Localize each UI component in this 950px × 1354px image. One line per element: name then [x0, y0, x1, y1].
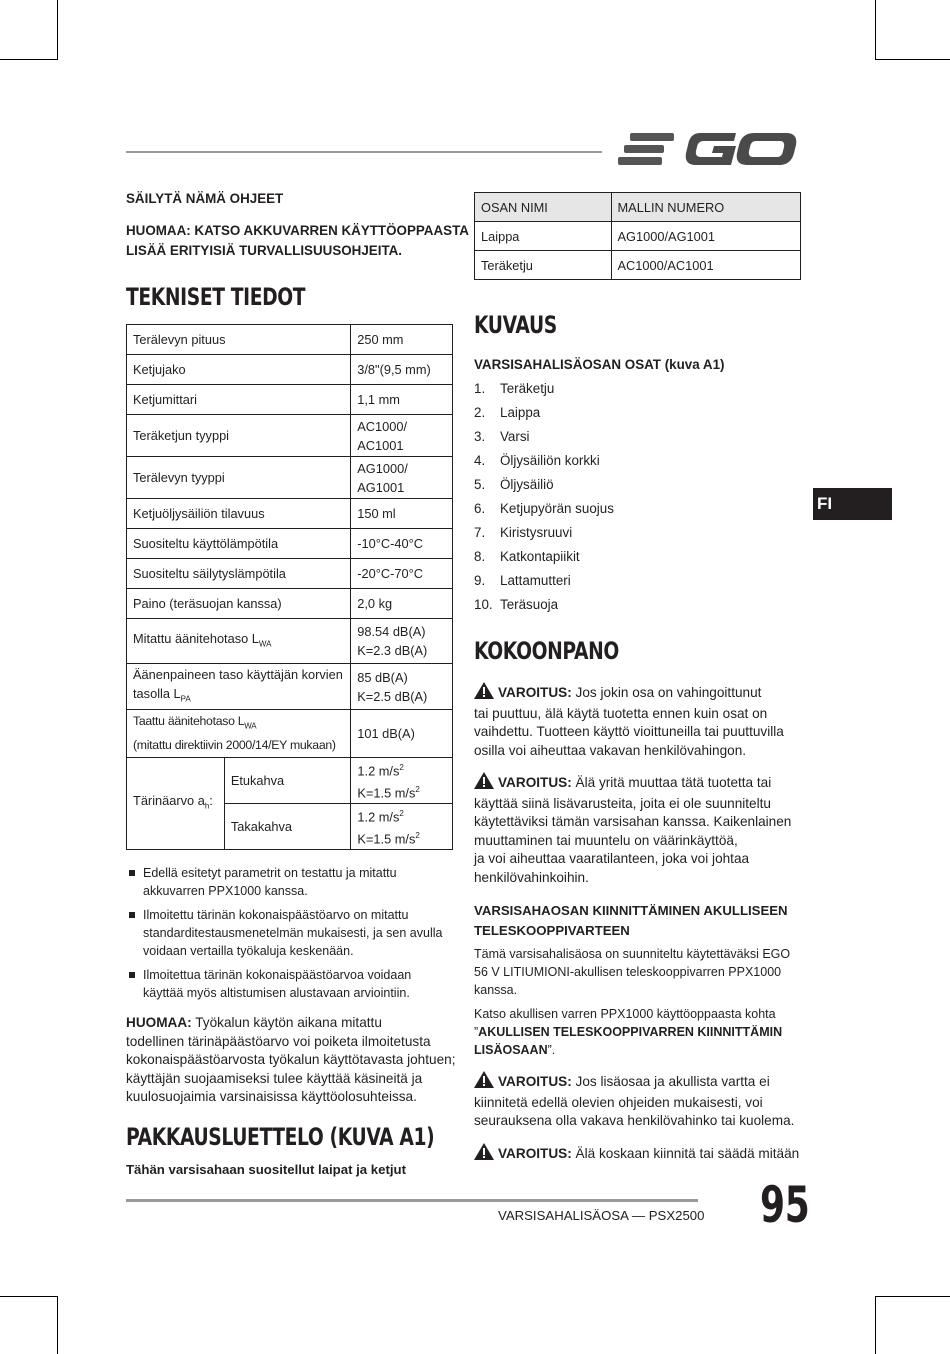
attach-paragraph: [474, 945, 790, 999]
pack-title: PAKKAUSLUETTELO (KUVA A1): [126, 1123, 435, 1151]
spec-row: [127, 619, 453, 664]
spec-value-line: AC1001: [357, 437, 404, 453]
spec-label: [127, 664, 351, 710]
reference-title: LISÄOSAAN: [474, 1043, 548, 1057]
spec-row: [127, 385, 453, 415]
language-tab: FI: [813, 488, 892, 520]
list-item-number: 5.: [474, 477, 486, 492]
spec-value: -10°C-40°C: [351, 529, 453, 559]
vibration-table: [126, 757, 453, 850]
spec-row: [127, 499, 453, 529]
superscript: 2: [415, 831, 420, 841]
paragraph-line: todellinen tärinäpäästöarvo voi poiketa ilmoitetusta: [126, 1033, 431, 1049]
spec-label: Suositeltu säilytyslämpötila: [127, 559, 351, 589]
list-item: Laippa: [500, 405, 541, 420]
list-item: Ketjupyörän suojus: [500, 501, 614, 516]
vibration-value: [351, 758, 453, 804]
paragraph-line: käytettäviksi tämän varsisahan kanssa. Kaikenlainen: [474, 814, 792, 829]
list-item: Teräketju: [500, 381, 555, 396]
paragraph-line: Jos jokin osa on vahingoittunut: [571, 685, 762, 700]
warning-triangle-icon: [474, 772, 494, 795]
spec-row: [127, 457, 453, 499]
spec-value: 150 ml: [351, 499, 453, 529]
note-line: HUOMAA: KATSO AKKUVARREN KÄYTTÖOPPAASTA: [126, 223, 469, 238]
specs-title: TEKNISET TIEDOT: [126, 283, 306, 311]
warning-block: [474, 1143, 799, 1166]
spec-value: [351, 415, 453, 457]
spec-label-text: (mitattu direktiivin 2000/14/EY mukaan): [133, 737, 336, 752]
quote-mark: ”.: [547, 1043, 556, 1057]
paragraph-line: osilla voi aiheuttaa vakavan henkilövahingon.: [474, 742, 747, 758]
vibration-value-text: K=1.5 m/s: [357, 785, 416, 801]
spec-row: [127, 415, 453, 457]
paragraph-line: ja voi aiheuttaa vaaratilanteen, joka voi johtaa: [474, 851, 750, 866]
note-line: LISÄÄ ERITYISIÄ TURVALLISUUSOHJEITA.: [126, 243, 403, 258]
specs-table: [126, 324, 453, 758]
list-item: Lattamutteri: [500, 573, 571, 588]
spec-subscript: WA: [258, 639, 272, 649]
spec-value: 1,1 mm: [351, 385, 453, 415]
list-item: Kiristysruuvi: [500, 525, 573, 540]
list-item: Öljysäiliön korkki: [500, 453, 600, 468]
list-item: Teräsuoja: [500, 597, 559, 612]
assembly-title: KOKOONPANO: [474, 637, 619, 665]
warning-label: VAROITUS:: [498, 1074, 572, 1089]
heading-line: VARSISAHAOSAN KIINNITTÄMINEN AKULLISEEN: [474, 903, 788, 918]
paragraph-line: kanssa.: [474, 983, 518, 997]
paragraph-line: kiinnitetä edellä olevien ohjeiden mukaisesti, voi: [474, 1094, 763, 1110]
bullet-line: Edellä esitetyt parametrit on testattu ja mitattu: [143, 866, 397, 880]
spec-value: -20°C-70°C: [351, 559, 453, 589]
table-header: OSAN NIMI: [475, 193, 612, 222]
spec-row: [127, 589, 453, 619]
spec-value: [351, 457, 453, 499]
bullet-item: [143, 864, 397, 900]
vibration-value: [351, 803, 453, 849]
vibration-label: [127, 758, 225, 850]
paragraph-line: muuttaminen tai muuntelu on väärinkäyttöä,: [474, 832, 738, 848]
bullet-marker: [129, 912, 135, 918]
paragraph-line: Älä yritä muuttaa tätä tuotetta tai: [571, 775, 772, 790]
paragraph-line: 56 V LITIUMIONI-akullisen teleskooppivarren PPX1000: [474, 965, 782, 979]
keep-instructions: SÄILYTÄ NÄMÄ OHJEET: [126, 191, 284, 206]
bullet-line: standarditestausmenetelmän mukaisesti, ja sen avulla: [143, 926, 443, 940]
spec-row: [127, 710, 453, 758]
vibration-handle: Takakahva: [224, 803, 351, 849]
warning-block: [474, 682, 784, 760]
paragraph-line: käyttää siinä lisävarusteita, joita ei ole suunniteltu: [474, 795, 771, 811]
list-item-number: 4.: [474, 453, 486, 468]
spec-label: Paino (teräsuojan kanssa): [127, 589, 351, 619]
list-item: Öljysäiliö: [500, 477, 554, 492]
list-item-number: 7.: [474, 525, 486, 540]
table-cell: Teräketju: [475, 251, 612, 280]
spec-value-line: K=2.3 dB(A): [357, 643, 428, 658]
spec-value: [351, 664, 453, 710]
vibration-handle: Etukahva: [224, 758, 351, 804]
list-item-number: 2.: [474, 405, 486, 420]
footer-title: VARSISAHALISÄOSA — PSX2500: [498, 1208, 705, 1223]
vibration-row: [127, 758, 453, 804]
bullet-line: akkuvarren PPX1000 kanssa.: [143, 884, 308, 898]
paragraph-line: Tämä varsisahalisäosa on suunniteltu käytettäväksi EGO: [474, 947, 791, 961]
huomaa-label: HUOMAA:: [126, 1015, 192, 1030]
reference-title: AKULLISEN TELESKOOPPIVARREN KIINNITTÄMIN: [478, 1025, 783, 1039]
bullet-marker: [129, 870, 135, 876]
spec-label: Teräketjun tyyppi: [127, 415, 351, 457]
paragraph-line: kokonaispäästöarvosta työkalun käyttötavasta johtuen;: [126, 1052, 456, 1067]
spec-value: 250 mm: [351, 325, 453, 355]
paragraph-line: Älä koskaan kiinnitä tai säädä mitään: [571, 1146, 800, 1161]
spec-value: 3/8"(9,5 mm): [351, 355, 453, 385]
list-item-number: 6.: [474, 501, 486, 516]
parts-heading: VARSISAHALISÄOSAN OSAT (kuva A1): [474, 357, 725, 372]
pack-subtitle: Tähän varsisahaan suositellut laipat ja ketjut: [126, 1162, 406, 1177]
warning-label: VAROITUS:: [498, 1146, 572, 1161]
crop-mark: [875, 59, 950, 60]
paragraph-line: käyttäjän suojaamiseksi tulee käyttää käsineitä ja: [126, 1070, 423, 1086]
spec-label: Suositeltu käyttölämpötila: [127, 529, 351, 559]
footer-rule: [126, 1199, 698, 1202]
crop-mark: [57, 0, 58, 60]
spec-label-text: Mitattu äänitehotaso L: [133, 630, 259, 646]
vibration-subscript: h: [204, 801, 210, 811]
heading-line: TELESKOOPPIVARTEEN: [474, 923, 630, 938]
superscript: 2: [399, 808, 404, 818]
spec-label: Terälevyn pituus: [127, 325, 351, 355]
spec-value-line: 85 dB(A): [357, 669, 408, 685]
paragraph-line: tai puuttuu, älä käytä tuotetta ennen kuin osat on: [474, 705, 768, 721]
table-cell: AG1000/AG1001: [611, 222, 800, 251]
vibration-colon: :: [209, 792, 213, 808]
spec-label-text: tasolla L: [133, 685, 181, 701]
kuvaus-title: KUVAUS: [474, 311, 557, 339]
table-header-row: [475, 193, 801, 222]
bullet-line: käyttää myös altistumisen alustavaan arviointiin.: [143, 986, 410, 1000]
vibration-value-text: K=1.5 m/s: [357, 831, 416, 847]
bullet-line: Ilmoitettua tärinän kokonaispäästöarvoa voidaan: [143, 968, 412, 982]
table-cell: AC1000/AC1001: [611, 251, 800, 280]
paragraph-line: Jos lisäosaa ja akullista vartta ei: [571, 1074, 770, 1089]
crop-mark: [57, 1296, 58, 1354]
bullet-item: [143, 906, 442, 960]
warning-block: [474, 772, 791, 887]
spec-value: [351, 619, 453, 664]
bullet-line: Ilmoitettu tärinän kokonaispäästöarvo on mitattu: [143, 908, 409, 922]
list-item-number: 8.: [474, 549, 486, 564]
spec-label-text: Taattu äänitehotaso L: [133, 714, 245, 729]
list-item-number: 3.: [474, 429, 486, 444]
spec-value-line: AG1001: [357, 479, 405, 495]
crop-mark: [875, 1296, 950, 1297]
bullet-line: voidaan vertailla työkaluja keskenään.: [143, 944, 354, 958]
spec-value-line: K=2.5 dB(A): [357, 688, 428, 704]
spec-value-line: 98.54 dB(A): [357, 624, 426, 639]
huomaa-paragraph: [126, 1014, 455, 1107]
ego-logo: [618, 128, 798, 175]
paragraph-line: Katso akullisen varren PPX1000 käyttöoppaasta kohta: [474, 1007, 776, 1021]
quote-mark: ”: [474, 1025, 479, 1039]
bullet-marker: [129, 972, 135, 978]
attach-heading: [474, 901, 788, 941]
crop-mark: [875, 1296, 876, 1354]
parts-model-table: [474, 192, 801, 280]
warning-triangle-icon: [474, 682, 494, 705]
spec-value: 101 dB(A): [351, 710, 453, 758]
list-item-number: 10.: [474, 597, 493, 612]
spec-value-line: AG1000/: [357, 460, 408, 476]
spec-label: Terälevyn tyyppi: [127, 457, 351, 499]
warning-triangle-icon: [474, 1071, 494, 1094]
list-item-number: 9.: [474, 573, 486, 588]
crop-mark: [0, 1296, 58, 1297]
table-cell: Laippa: [475, 222, 612, 251]
spec-row: [127, 325, 453, 355]
spec-label-text: Äänenpaineen taso käyttäjän korvien: [133, 666, 343, 682]
list-item: Varsi: [500, 429, 530, 444]
spec-label: Ketjuöljysäiliön tilavuus: [127, 499, 351, 529]
table-row: [475, 251, 801, 280]
warning-block: [474, 1071, 794, 1131]
warning-triangle-icon: [474, 1143, 494, 1166]
bullet-item: [143, 966, 411, 1002]
superscript: 2: [415, 785, 420, 795]
vibration-label-text: Tärinäarvo a: [133, 792, 205, 808]
page-number: 95: [760, 1176, 810, 1234]
spec-subscript: WA: [244, 721, 257, 731]
vibration-value-text: 1.2 m/s: [357, 809, 400, 825]
spec-row: [127, 559, 453, 589]
paragraph-line: henkilövahinkoihin.: [474, 869, 589, 885]
spec-subscript: PA: [180, 694, 191, 704]
crop-mark: [0, 59, 58, 60]
paragraph-line: Työkalun käytön aikana mitattu: [191, 1015, 382, 1030]
attach-reference: [474, 1005, 782, 1059]
spec-value: 2,0 kg: [351, 589, 453, 619]
spec-label: [127, 710, 351, 758]
table-row: [475, 222, 801, 251]
spec-row: [127, 664, 453, 710]
spec-row: [127, 355, 453, 385]
table-header: MALLIN NUMERO: [611, 193, 800, 222]
spec-label: [127, 619, 351, 664]
list-item: Katkontapiikit: [500, 549, 580, 564]
superscript: 2: [399, 763, 404, 772]
warning-label: VAROITUS:: [498, 775, 572, 790]
crop-mark: [875, 0, 876, 60]
spec-label: Ketjumittari: [127, 385, 351, 415]
warning-label: VAROITUS:: [498, 685, 572, 700]
spec-row: [127, 529, 453, 559]
header-rule: [126, 151, 602, 153]
vibration-value-text: 1.2 m/s: [357, 763, 400, 779]
paragraph-line: seurauksena olla vakava henkilövahinko tai kuolema.: [474, 1113, 795, 1128]
list-item-number: 1.: [474, 381, 486, 396]
paragraph-line: kuulosuojaimia varsinaisissa käyttöolosuhteissa.: [126, 1089, 417, 1104]
note-heading: [126, 221, 469, 261]
spec-label: Ketjujako: [127, 355, 351, 385]
spec-value-line: AC1000/: [357, 418, 408, 434]
paragraph-line: vaihdettu. Tuotteen käyttö vioittuneilla tai puuttuvilla: [474, 724, 784, 739]
